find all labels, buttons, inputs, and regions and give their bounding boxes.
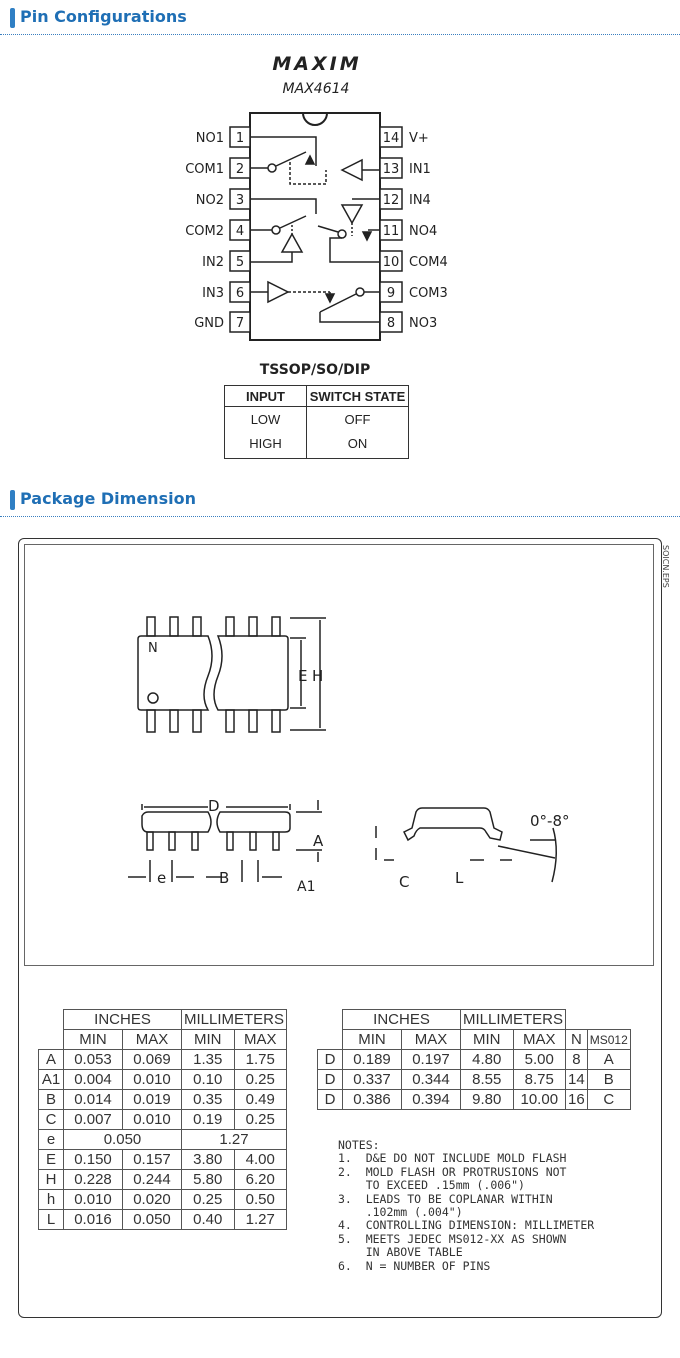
dimension-symbol: A bbox=[39, 1050, 64, 1070]
lead bbox=[272, 710, 280, 732]
truth-cell: HIGH bbox=[249, 436, 282, 451]
sub-header: MIN bbox=[182, 1030, 235, 1050]
label-a: A bbox=[313, 832, 324, 850]
section-header-pin-configurations bbox=[0, 4, 680, 32]
note-line: .102mm (.004") bbox=[338, 1205, 463, 1220]
note-line: 2. MOLD FLASH OR PROTRUSIONS NOT bbox=[338, 1164, 567, 1179]
pin-number: 10 bbox=[382, 255, 400, 270]
dimension-value: A bbox=[587, 1050, 630, 1070]
table-row bbox=[39, 1170, 287, 1190]
end-view-body bbox=[404, 808, 502, 840]
dimension-value: 0.25 bbox=[234, 1070, 287, 1090]
dimension-table-general bbox=[38, 1009, 287, 1230]
note-line: IN ABOVE TABLE bbox=[338, 1245, 463, 1260]
note-line: 3. LEADS TO BE COPLANAR WITHIN bbox=[338, 1191, 553, 1206]
sub-header: MIN bbox=[343, 1030, 402, 1050]
note-line: 6. N = NUMBER OF PINS bbox=[338, 1258, 491, 1273]
sub-header: MAX bbox=[234, 1030, 287, 1050]
dimension-value: 10.00 bbox=[513, 1090, 566, 1110]
pin-left-7 bbox=[194, 312, 250, 332]
dimension-value: 0.150 bbox=[64, 1150, 123, 1170]
pin-name: GND bbox=[194, 316, 224, 331]
truth-table bbox=[224, 385, 409, 459]
pin-left-3 bbox=[196, 189, 250, 209]
dimension-value: 0.020 bbox=[123, 1190, 182, 1210]
lead bbox=[227, 832, 233, 850]
label-e-pitch: e bbox=[157, 869, 167, 887]
dimension-value: 0.344 bbox=[402, 1070, 461, 1090]
switch-4 bbox=[318, 199, 380, 262]
lead bbox=[147, 617, 155, 636]
table-row bbox=[39, 1050, 287, 1070]
lead bbox=[192, 832, 198, 850]
dimension-value: 1.27 bbox=[182, 1130, 287, 1150]
dimension-value: 0.40 bbox=[182, 1210, 235, 1230]
dimension-value: 0.50 bbox=[234, 1190, 287, 1210]
right-pins bbox=[380, 127, 448, 332]
dimension-symbol: C bbox=[39, 1110, 64, 1130]
dimension-symbol: H bbox=[39, 1170, 64, 1190]
group-header: MILLIMETERS bbox=[182, 1010, 287, 1030]
label-e: E bbox=[298, 667, 308, 685]
dimension-table-length bbox=[317, 1009, 631, 1110]
label-c: C bbox=[399, 873, 410, 891]
dimension-value: 0.016 bbox=[64, 1210, 123, 1230]
table-row bbox=[39, 1090, 287, 1110]
chip-notch bbox=[303, 113, 327, 125]
pin-left-2 bbox=[185, 158, 250, 178]
label-h: H bbox=[312, 667, 324, 685]
pin-number: 13 bbox=[382, 162, 400, 177]
dimension-value: 0.386 bbox=[343, 1090, 402, 1110]
dimension-value: 16 bbox=[566, 1090, 588, 1110]
pin-number: 11 bbox=[382, 224, 400, 239]
dimension-value: 0.49 bbox=[234, 1090, 287, 1110]
package-outline-drawing bbox=[0, 600, 680, 900]
label-n: N bbox=[148, 641, 158, 656]
lead bbox=[272, 617, 280, 636]
pin-name: IN3 bbox=[202, 286, 224, 301]
table-row bbox=[318, 1050, 631, 1070]
dimension-value: 3.80 bbox=[182, 1150, 235, 1170]
top-view-pins bbox=[147, 617, 280, 732]
package-label: TSSOP/SO/DIP bbox=[259, 362, 371, 378]
dimension-symbol: D bbox=[318, 1070, 343, 1090]
dimension-symbol: D bbox=[318, 1050, 343, 1070]
pin-right-12 bbox=[380, 189, 431, 209]
pin-left-4 bbox=[185, 220, 250, 240]
truth-header-switch-state: SWITCH STATE bbox=[309, 389, 406, 404]
pin-number: 12 bbox=[382, 193, 400, 208]
dimension-value: 0.050 bbox=[123, 1210, 182, 1230]
dimension-value: 0.19 bbox=[182, 1110, 235, 1130]
dimension-value: 0.337 bbox=[343, 1070, 402, 1090]
table-row bbox=[39, 1110, 287, 1130]
pin-right-9 bbox=[380, 282, 448, 302]
notes-block bbox=[338, 1139, 594, 1273]
dimension-symbol: h bbox=[39, 1190, 64, 1210]
note-line: TO EXCEED .15mm (.006") bbox=[338, 1178, 525, 1193]
switch-3 bbox=[250, 282, 380, 322]
pin-number: 14 bbox=[382, 131, 400, 146]
group-header: INCHES bbox=[64, 1010, 182, 1030]
lead bbox=[273, 832, 279, 850]
pin-right-14 bbox=[380, 127, 429, 147]
pin-name: IN2 bbox=[202, 255, 224, 270]
brand-logo: MAXIM bbox=[272, 53, 362, 75]
dimension-value: 0.014 bbox=[64, 1090, 123, 1110]
drawing-code: SOICN.EPS bbox=[661, 545, 670, 588]
truth-cell: ON bbox=[347, 436, 368, 451]
dimension-value: C bbox=[587, 1090, 630, 1110]
pin-right-11 bbox=[380, 220, 437, 240]
dimension-value: 0.10 bbox=[182, 1070, 235, 1090]
truth-cell: OFF bbox=[344, 412, 371, 427]
dimension-value: 0.244 bbox=[123, 1170, 182, 1190]
dimension-value: 8.75 bbox=[513, 1070, 566, 1090]
chip-body bbox=[250, 113, 380, 340]
left-pins bbox=[185, 127, 250, 332]
section-marker bbox=[10, 490, 15, 510]
pin-number: 7 bbox=[235, 316, 245, 331]
section-marker bbox=[10, 8, 15, 28]
lead bbox=[250, 832, 256, 850]
note-line: NOTES: bbox=[338, 1138, 380, 1152]
lead bbox=[249, 710, 257, 732]
pin-number: 4 bbox=[235, 224, 245, 239]
lead bbox=[226, 617, 234, 636]
dimension-symbol: D bbox=[318, 1090, 343, 1110]
sub-header: MIN bbox=[64, 1030, 123, 1050]
dimension-value: 0.197 bbox=[402, 1050, 461, 1070]
pin-number: 8 bbox=[386, 316, 396, 331]
sub-header: MS012 bbox=[587, 1030, 630, 1050]
pin-right-8 bbox=[380, 312, 437, 332]
lead bbox=[170, 617, 178, 636]
dimension-value: 0.069 bbox=[123, 1050, 182, 1070]
dimension-value: 0.004 bbox=[64, 1070, 123, 1090]
switch-1 bbox=[250, 137, 380, 184]
pin-name: COM2 bbox=[185, 224, 224, 239]
pin-right-13 bbox=[380, 158, 431, 178]
pin-name: COM1 bbox=[185, 162, 224, 177]
lead bbox=[193, 710, 201, 732]
dimension-value: 0.25 bbox=[234, 1110, 287, 1130]
note-line: 1. D&E DO NOT INCLUDE MOLD FLASH bbox=[338, 1151, 567, 1166]
dimension-value: 8 bbox=[566, 1050, 588, 1070]
dimension-value: 1.75 bbox=[234, 1050, 287, 1070]
truth-cell: LOW bbox=[250, 412, 281, 427]
group-header: MILLIMETERS bbox=[461, 1010, 566, 1030]
note-line: 5. MEETS JEDEC MS012-XX AS SHOWN bbox=[338, 1231, 567, 1246]
dimension-value: 0.010 bbox=[64, 1190, 123, 1210]
section-title: Pin Configurations bbox=[20, 7, 187, 26]
dimension-value: 1.35 bbox=[182, 1050, 235, 1070]
pin-name: NO1 bbox=[195, 131, 224, 146]
dimension-value: 6.20 bbox=[234, 1170, 287, 1190]
group-header: INCHES bbox=[343, 1010, 461, 1030]
pin-name: NO2 bbox=[195, 193, 224, 208]
label-b: B bbox=[219, 869, 230, 887]
label-d: D bbox=[208, 797, 220, 815]
dimension-value: 5.80 bbox=[182, 1170, 235, 1190]
lead bbox=[147, 832, 153, 850]
pin-number: 9 bbox=[386, 286, 396, 301]
label-angle: 0°-8° bbox=[530, 812, 570, 830]
pin-left-5 bbox=[202, 251, 250, 271]
truth-header-input: INPUT bbox=[246, 389, 285, 404]
section-divider bbox=[0, 34, 680, 35]
section-divider bbox=[0, 516, 680, 517]
lead bbox=[169, 832, 175, 850]
dimension-value: 0.157 bbox=[123, 1150, 182, 1170]
table-row bbox=[39, 1130, 287, 1150]
dimension-symbol: E bbox=[39, 1150, 64, 1170]
pin-name: IN4 bbox=[409, 193, 431, 208]
table-row bbox=[318, 1070, 631, 1090]
dimension-value: B bbox=[587, 1070, 630, 1090]
pin-number: 5 bbox=[235, 255, 245, 270]
dimension-value: 0.053 bbox=[64, 1050, 123, 1070]
dimension-value: 0.007 bbox=[64, 1110, 123, 1130]
dimension-symbol: B bbox=[39, 1090, 64, 1110]
pin-name: NO4 bbox=[409, 224, 438, 239]
pin-name: COM3 bbox=[409, 286, 448, 301]
lead bbox=[226, 710, 234, 732]
dimension-symbol: A1 bbox=[39, 1070, 64, 1090]
side-view-body bbox=[142, 812, 211, 832]
dimension-value: 0.010 bbox=[123, 1110, 182, 1130]
sub-header: MAX bbox=[513, 1030, 566, 1050]
dimension-value: 4.00 bbox=[234, 1150, 287, 1170]
pin1-dot bbox=[148, 693, 158, 703]
sub-header: MIN bbox=[461, 1030, 514, 1050]
dimension-value: 5.00 bbox=[513, 1050, 566, 1070]
dimension-value: 0.394 bbox=[402, 1090, 461, 1110]
table-row bbox=[39, 1190, 287, 1210]
section-header-package-dimension bbox=[0, 486, 680, 514]
pin-name: IN1 bbox=[409, 162, 431, 177]
section-title: Package Dimension bbox=[20, 489, 196, 508]
sub-header: N bbox=[566, 1030, 588, 1050]
table-row bbox=[318, 1090, 631, 1110]
dimension-value: 0.228 bbox=[64, 1170, 123, 1190]
pin-right-10 bbox=[380, 251, 448, 271]
switch-2 bbox=[250, 199, 316, 262]
dimension-value: 9.80 bbox=[461, 1090, 514, 1110]
dimension-value: 4.80 bbox=[461, 1050, 514, 1070]
pin-name: V+ bbox=[409, 131, 429, 146]
lead bbox=[170, 710, 178, 732]
dimension-value: 8.55 bbox=[461, 1070, 514, 1090]
table-row bbox=[39, 1070, 287, 1090]
pin-number: 2 bbox=[235, 162, 245, 177]
dimension-value: 14 bbox=[566, 1070, 588, 1090]
dimension-value: 0.189 bbox=[343, 1050, 402, 1070]
dimension-value: 0.010 bbox=[123, 1070, 182, 1090]
side-view-pins bbox=[147, 832, 279, 850]
lead bbox=[249, 617, 257, 636]
pin-number: 1 bbox=[235, 131, 245, 146]
lead bbox=[147, 710, 155, 732]
note-line: 4. CONTROLLING DIMENSION: MILLIMETER bbox=[338, 1218, 595, 1233]
label-a1: A1 bbox=[297, 879, 316, 895]
sub-header: MAX bbox=[402, 1030, 461, 1050]
lead bbox=[193, 617, 201, 636]
label-l: L bbox=[455, 869, 464, 887]
sub-header: MAX bbox=[123, 1030, 182, 1050]
pin-name: COM4 bbox=[409, 255, 448, 270]
table-row bbox=[39, 1150, 287, 1170]
dimension-value: 0.35 bbox=[182, 1090, 235, 1110]
dimension-symbol: e bbox=[39, 1130, 64, 1150]
table-row bbox=[39, 1210, 287, 1230]
pin-number: 6 bbox=[235, 286, 245, 301]
part-number: MAX4614 bbox=[282, 81, 350, 97]
pin-left-6 bbox=[202, 282, 250, 302]
pin-left-1 bbox=[196, 127, 250, 147]
pin-name: NO3 bbox=[409, 316, 438, 331]
dimension-value: 1.27 bbox=[234, 1210, 287, 1230]
pin-number: 3 bbox=[235, 193, 245, 208]
dimension-value: 0.050 bbox=[64, 1130, 182, 1150]
dimension-symbol: L bbox=[39, 1210, 64, 1230]
dimension-value: 0.019 bbox=[123, 1090, 182, 1110]
dimension-value: 0.25 bbox=[182, 1190, 235, 1210]
